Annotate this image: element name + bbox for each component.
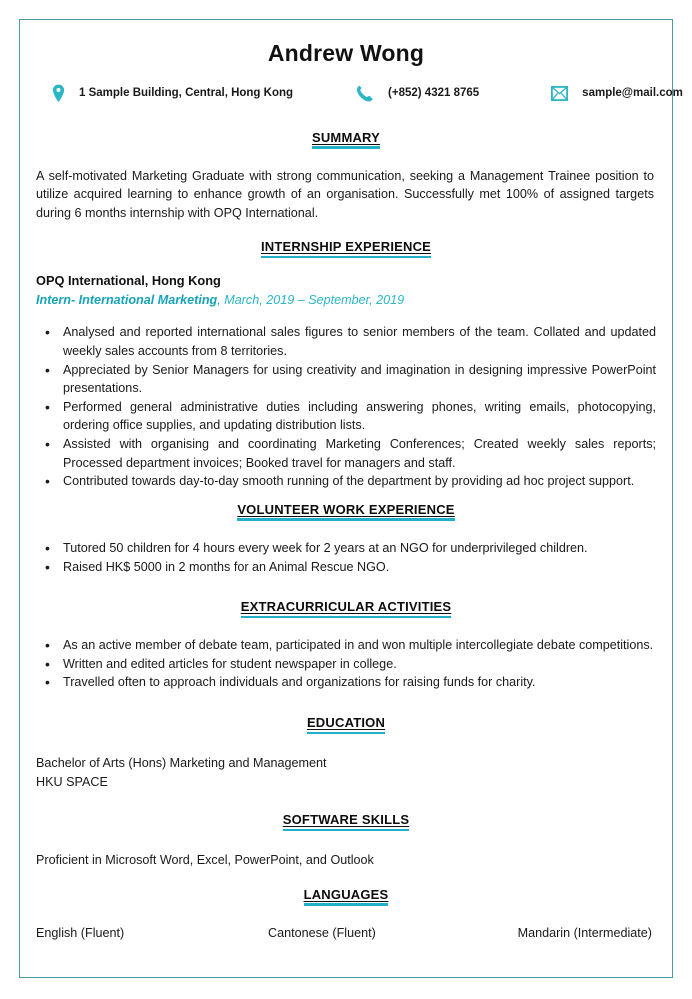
summary-text: A self-motivated Marketing Graduate with strong communication, seeking a Management Trainee position to utilize acquired learning to enhance growth of an organisation. Successfully met 100% of assigned targets during 6 months internship with OPQ International. — [36, 168, 654, 220]
section-heading-extracurricular-label: EXTRACURRICULAR ACTIVITIES — [241, 599, 452, 618]
section-heading-internship — [36, 238, 656, 258]
contact-address — [52, 84, 293, 103]
list-item: • Tutored 50 children for 4 hours every week for 2 years at an NGO for underprivileged children. — [36, 539, 656, 558]
list-item: • Analysed and reported international sales figures to senior members of the team. Collated and updated weekly sales accounts from 8 territories. — [36, 323, 656, 360]
volunteer-bullets — [36, 539, 656, 576]
phone-icon — [355, 84, 374, 103]
contact-address-text: 1 Sample Building, Central, Hong Kong — [79, 87, 294, 100]
list-item: • Contributed towards day-to-day smooth running of the department by providing ad hoc project support. — [36, 472, 656, 491]
location-pin-icon — [52, 84, 65, 103]
section-heading-extracurricular — [36, 598, 656, 618]
internship-bullets — [36, 323, 656, 491]
language-item: Mandarin (Intermediate) — [517, 925, 652, 940]
section-heading-summary — [36, 129, 656, 149]
list-item: • Raised HK$ 5000 in 2 months for an Animal Rescue NGO. — [36, 558, 656, 577]
list-item: • Appreciated by Senior Managers for using creativity and imagination in designing impressive PowerPoint presentations. — [36, 361, 656, 398]
section-heading-education — [36, 714, 656, 734]
list-item: • Performed general administrative duties including answering phones, writing emails, photocopying, ordering office supplies, and updating distribution lists. — [36, 398, 656, 435]
internship-role-separator: , — [217, 293, 225, 308]
internship-organisation: OPQ International, Hong Kong — [36, 273, 221, 289]
education-institution: HKU SPACE — [36, 774, 108, 789]
languages-row — [36, 926, 656, 940]
extracurricular-bullets — [36, 636, 656, 692]
language-item: English (Fluent) — [36, 925, 125, 940]
software-skills-text: Proficient in Microsoft Word, Excel, PowerPoint, and Outlook — [36, 853, 374, 868]
resume-page — [19, 19, 683, 978]
section-heading-languages — [36, 886, 656, 906]
section-heading-volunteer-label: VOLUNTEER WORK EXPERIENCE — [237, 502, 454, 521]
section-heading-internship-label: INTERNSHIP EXPERIENCE — [261, 239, 431, 258]
contact-email — [551, 86, 683, 101]
section-heading-software-skills — [36, 811, 656, 831]
internship-role-line — [36, 291, 656, 309]
contact-row — [36, 84, 683, 103]
list-item: • As an active member of debate team, participated in and won multiple intercollegiate debate competitions. — [36, 636, 656, 655]
section-heading-summary-label: SUMMARY — [312, 130, 380, 149]
email-envelope-icon — [551, 86, 568, 101]
list-item: • Written and edited articles for student newspaper in college. — [36, 655, 656, 674]
education-degree: Bachelor of Arts (Hons) Marketing and Management — [36, 756, 327, 771]
internship-dates: March, 2019 – September, 2019 — [224, 293, 405, 308]
section-heading-languages-label: LANGUAGES — [304, 887, 389, 906]
contact-phone-text: (+852) 4321 8765 — [388, 87, 480, 100]
section-heading-software-skills-label: SOFTWARE SKILLS — [283, 812, 410, 831]
contact-email-text: sample@mail.com — [582, 87, 683, 100]
language-item: Cantonese (Fluent) — [268, 925, 376, 940]
section-heading-volunteer — [36, 501, 656, 521]
page-title: Andrew Wong — [267, 40, 425, 66]
contact-phone — [355, 84, 479, 103]
list-item: • Travelled often to approach individuals and organizations for raising funds for charity. — [36, 673, 656, 692]
internship-role: Intern- International Marketing — [36, 293, 218, 308]
list-item: • Assisted with organising and coordinating Marketing Conferences; Created weekly sales reports; Processed department invoices; Booked travel for managers and staff. — [36, 435, 656, 472]
section-heading-education-label: EDUCATION — [307, 715, 385, 734]
